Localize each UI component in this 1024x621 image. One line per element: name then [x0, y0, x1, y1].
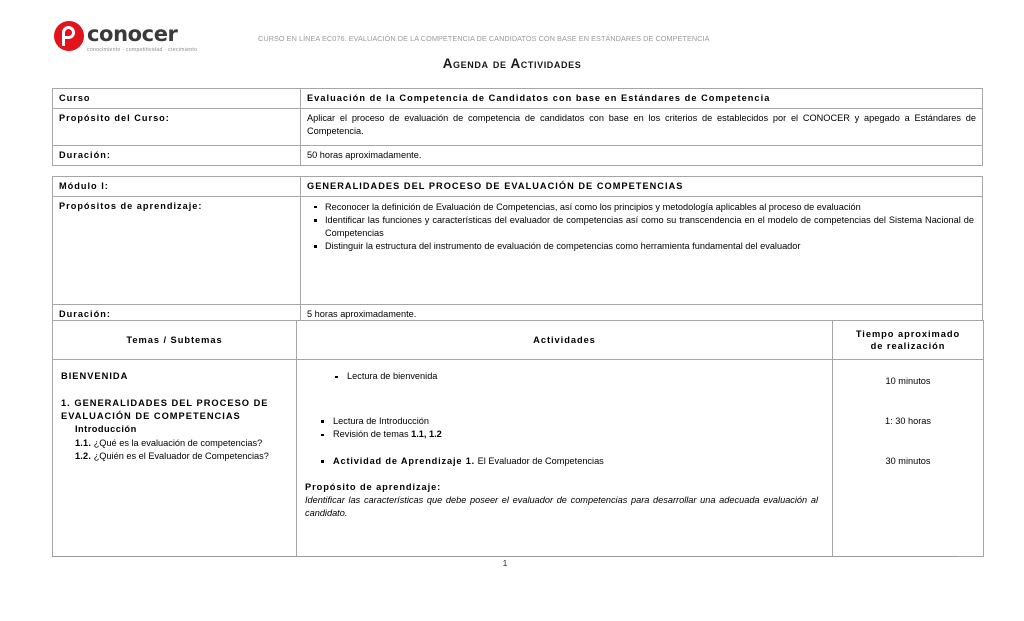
- logo-stem-shape: [62, 36, 65, 46]
- column-header-time: [833, 321, 984, 360]
- module-title: GENERALIDADES DEL PROCESO DE EVALUACIÓN DE COMPETENCIAS: [301, 177, 983, 197]
- topic-item-1-1: [75, 437, 288, 451]
- activities-content: [297, 360, 832, 525]
- learning-purposes-cell: [301, 196, 983, 304]
- list-item: Reconocer la definición de Evaluación de Competencias, así como los principios y metodología aplicables al proceso de evaluación: [325, 201, 976, 214]
- spacer: [61, 383, 288, 397]
- course-label: Curso: [53, 89, 301, 109]
- topic-introduction: Introducción: [75, 424, 137, 434]
- topic-item-1-2: [75, 450, 288, 464]
- page-header: [0, 0, 1024, 76]
- spacer: [305, 442, 824, 455]
- activity-topic-review-numbers: 1.1, 1.2: [411, 429, 442, 439]
- time-entry: 30 minutos: [885, 456, 931, 466]
- topic-item-1-1-text: ¿Qué es la evaluación de competencias?: [93, 437, 263, 448]
- learning-purposes-list: [307, 201, 976, 253]
- spacer: [833, 388, 983, 415]
- course-duration-label: Duración:: [53, 146, 301, 166]
- time-entry: 10 minutos: [885, 376, 931, 386]
- conocer-logo-icon: [54, 21, 84, 51]
- activity-purpose-label: Propósito de aprendizaje:: [305, 482, 442, 492]
- table-header-row: [53, 321, 984, 360]
- logo-text-block: [87, 21, 197, 54]
- activity-learning-activity-1: [305, 455, 824, 469]
- table-row: [53, 360, 984, 557]
- module-info-table: [52, 176, 983, 324]
- spacer: [833, 428, 983, 455]
- course-value: Evaluación de la Competencia de Candidatos con base en Estándares de Competencia: [301, 89, 983, 109]
- time-entry: 1: 30 horas: [885, 416, 931, 426]
- agenda-table: [52, 320, 984, 557]
- list-item: Distinguir la estructura del instrumento de evaluación de competencias como herramienta fundamental del evaluador: [325, 240, 976, 253]
- module-label: Módulo I:: [53, 177, 301, 197]
- topic-item-1-2-text: ¿Quién es el Evaluador de Competencias?: [93, 451, 269, 461]
- table-row: [53, 89, 983, 109]
- topic-unit-title: 1. GENERALIDADES DEL PROCESO DE EVALUACIÓN DE COMPETENCIAS: [61, 398, 269, 421]
- conocer-logo: [54, 21, 197, 54]
- logo-wordmark: conocer: [87, 22, 178, 46]
- module-duration-label: Duración:: [53, 304, 301, 324]
- topic-item-1-1-number: 1.1.: [75, 437, 92, 448]
- column-header-topics: Temas / Subtemas: [53, 321, 297, 360]
- activity-topic-review-prefix: Revisión de temas: [333, 429, 412, 439]
- column-header-activities: Actividades: [297, 321, 833, 360]
- page-footer: [52, 556, 958, 568]
- activity-learning-activity-1-title: Actividad de Aprendizaje 1.: [333, 455, 476, 466]
- time-cell: [833, 360, 984, 557]
- course-duration-value: 50 horas aproximadamente.: [301, 146, 983, 166]
- activities-cell: [297, 360, 833, 557]
- activity-welcome-reading: Lectura de bienvenida: [305, 370, 824, 384]
- course-purpose-label: Propósito del Curso:: [53, 109, 301, 146]
- list-item: Identificar las funciones y características del evaluador de competencias así como su transcendencia en el modelo de competencias del Sistema Nacional de Competencias: [325, 215, 974, 238]
- activity-intro-reading: Lectura de Introducción: [305, 415, 824, 429]
- time-content: [833, 360, 983, 468]
- course-purpose-value: Aplicar el proceso de evaluación de competencia de candidatos con base en los criterios de establecidos por el CONOCER y apegado a Estándares de Competencia.: [301, 109, 983, 146]
- course-info-table: [52, 88, 983, 166]
- column-header-time-line2: de realización: [870, 341, 946, 351]
- page-title: Agenda de Actividades: [442, 56, 582, 71]
- table-row: [53, 146, 983, 166]
- topic-welcome: BIENVENIDA: [61, 371, 129, 381]
- topics-content: [53, 360, 296, 470]
- topic-item-1-2-number: 1.2.: [75, 451, 92, 461]
- topics-cell: [53, 360, 297, 557]
- table-row: [53, 177, 983, 197]
- spacer: [305, 384, 824, 415]
- activity-purpose-text: Identificar las características que debe poseer el evaluador de competencias para desarrollar una adecuada evaluación al candidato.: [305, 495, 818, 518]
- course-banner-text: CURSO EN LÍNEA EC076. EVALUACIÓN DE LA COMPETENCIA DE CANDIDATOS CON BASE EN ESTÁNDARES DE COMPETENCIA: [258, 34, 710, 43]
- table-row: [53, 196, 983, 304]
- page-number: 1: [502, 558, 508, 568]
- module-duration-value: 5 horas aproximadamente.: [301, 304, 983, 324]
- activity-learning-activity-1-text: El Evaluador de Competencias: [475, 455, 604, 466]
- activity-topic-review: [305, 428, 824, 442]
- learning-purposes-label: Propósitos de aprendizaje:: [53, 196, 301, 304]
- table-row: [53, 109, 983, 146]
- logo-tagline: conocimiento · competitividad · crecimiento: [87, 47, 198, 53]
- column-header-time-line1: Tiempo aproximado: [855, 329, 961, 339]
